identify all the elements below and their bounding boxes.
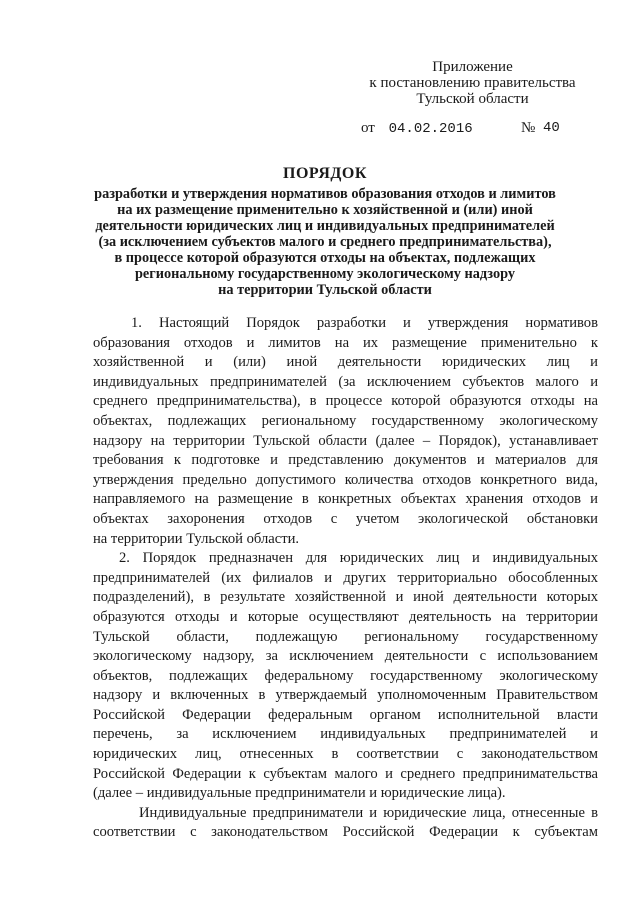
document-body <box>93 314 598 843</box>
date-number-line <box>361 120 560 137</box>
text-line: предпринимателей (их филиалов и других территориально обособленных <box>93 569 598 586</box>
appendix-line: Тульской области <box>416 91 529 107</box>
title-line: на их размещение применительно к хозяйственной и (или) иной <box>117 202 533 218</box>
paragraph-3 <box>93 804 598 843</box>
text-line: соответствии с законодательством Российской Федерации к субъектам <box>93 824 598 841</box>
title-line: в процессе которой образуются отходы на объектах, подлежащих <box>114 250 536 266</box>
text-line: Российской Федерации к субъектам малого и среднего предпринимательства <box>93 765 598 782</box>
text-line: хозяйственной и (или) иной деятельности юридических лиц и <box>93 354 598 371</box>
title-heading: ПОРЯДОК <box>283 165 367 182</box>
text-line: Индивидуальные предприниматели и юридические лица, отнесенные в <box>139 804 598 821</box>
appendix-line: к постановлению правительства <box>369 75 576 91</box>
text-line: утверждения предельно допустимого количества отходов конкретного вида, <box>93 471 598 488</box>
text-line: направляемого на размещение в конкретных объектах хранения отходов и <box>93 491 598 508</box>
paragraph-1 <box>93 314 598 549</box>
text-line: объектах захоронения отходов с учетом экологической обстановки <box>93 510 598 527</box>
title-line: разработки и утверждения нормативов образования отходов и лимитов <box>94 186 556 202</box>
paragraph-2 <box>93 549 598 804</box>
from-label: от <box>361 120 375 136</box>
text-line: перечень, за исключением индивидуальных предпринимателей и <box>93 726 598 743</box>
text-line: Российской Федерации федеральным органом исполнительной власти <box>93 706 598 723</box>
text-line: экологическому надзору, за исключением деятельности с использованием <box>93 648 598 665</box>
document-title <box>80 166 570 298</box>
title-line: (за исключением субъектов малого и среднего предпринимательства), <box>98 234 552 250</box>
appendix-block <box>330 59 615 107</box>
document-date: 04.02.2016 <box>388 121 473 137</box>
text-line: индивидуальных предпринимателей (за исключением субъектов малого и <box>93 373 598 390</box>
text-line: юридических лиц, отнесенных в соответствии с законодательством <box>93 746 598 763</box>
text-line: надзору и включенных в утверждаемый уполномоченным Правительством <box>93 687 598 704</box>
text-line: образования отходов и лимитов на их размещение применительно к <box>93 334 598 351</box>
text-line: на территории Тульской области. <box>93 530 300 547</box>
text-line: объектов, подлежащих федеральному государственному экологическому <box>93 667 598 684</box>
text-line: 1. Настоящий Порядок разработки и утверждения нормативов <box>131 315 598 331</box>
document-number: 40 <box>543 120 560 136</box>
title-line: на территории Тульской области <box>218 282 432 298</box>
appendix-line: Приложение <box>432 59 513 75</box>
text-line: Тульской области, подлежащую региональному государственному <box>93 628 598 645</box>
text-line: (далее – индивидуальные предприниматели и юридические лица). <box>93 785 506 802</box>
text-line: требования к подготовке и представлению документов и материалов для <box>93 452 598 469</box>
text-line: подразделений), в результате хозяйственной и иной деятельности которых <box>93 589 598 606</box>
text-line: надзору на территории Тульской области (далее – Порядок), устанавливает <box>93 432 598 449</box>
text-line: среднего предпринимательства), в процессе которой образуются отходы на <box>93 393 598 410</box>
number-label: № <box>521 120 536 136</box>
title-line: региональному государственному экологическому надзору <box>134 266 516 282</box>
text-line: образуются отходы и которые осуществляют деятельность на территории <box>93 608 598 625</box>
title-line: деятельности юридических лиц и индивидуальных предпринимателей <box>95 218 555 234</box>
text-line: 2. Порядок предназначен для юридических лиц и индивидуальных <box>119 550 598 567</box>
text-line: объектах, подлежащих региональному государственному экологическому <box>93 412 598 429</box>
